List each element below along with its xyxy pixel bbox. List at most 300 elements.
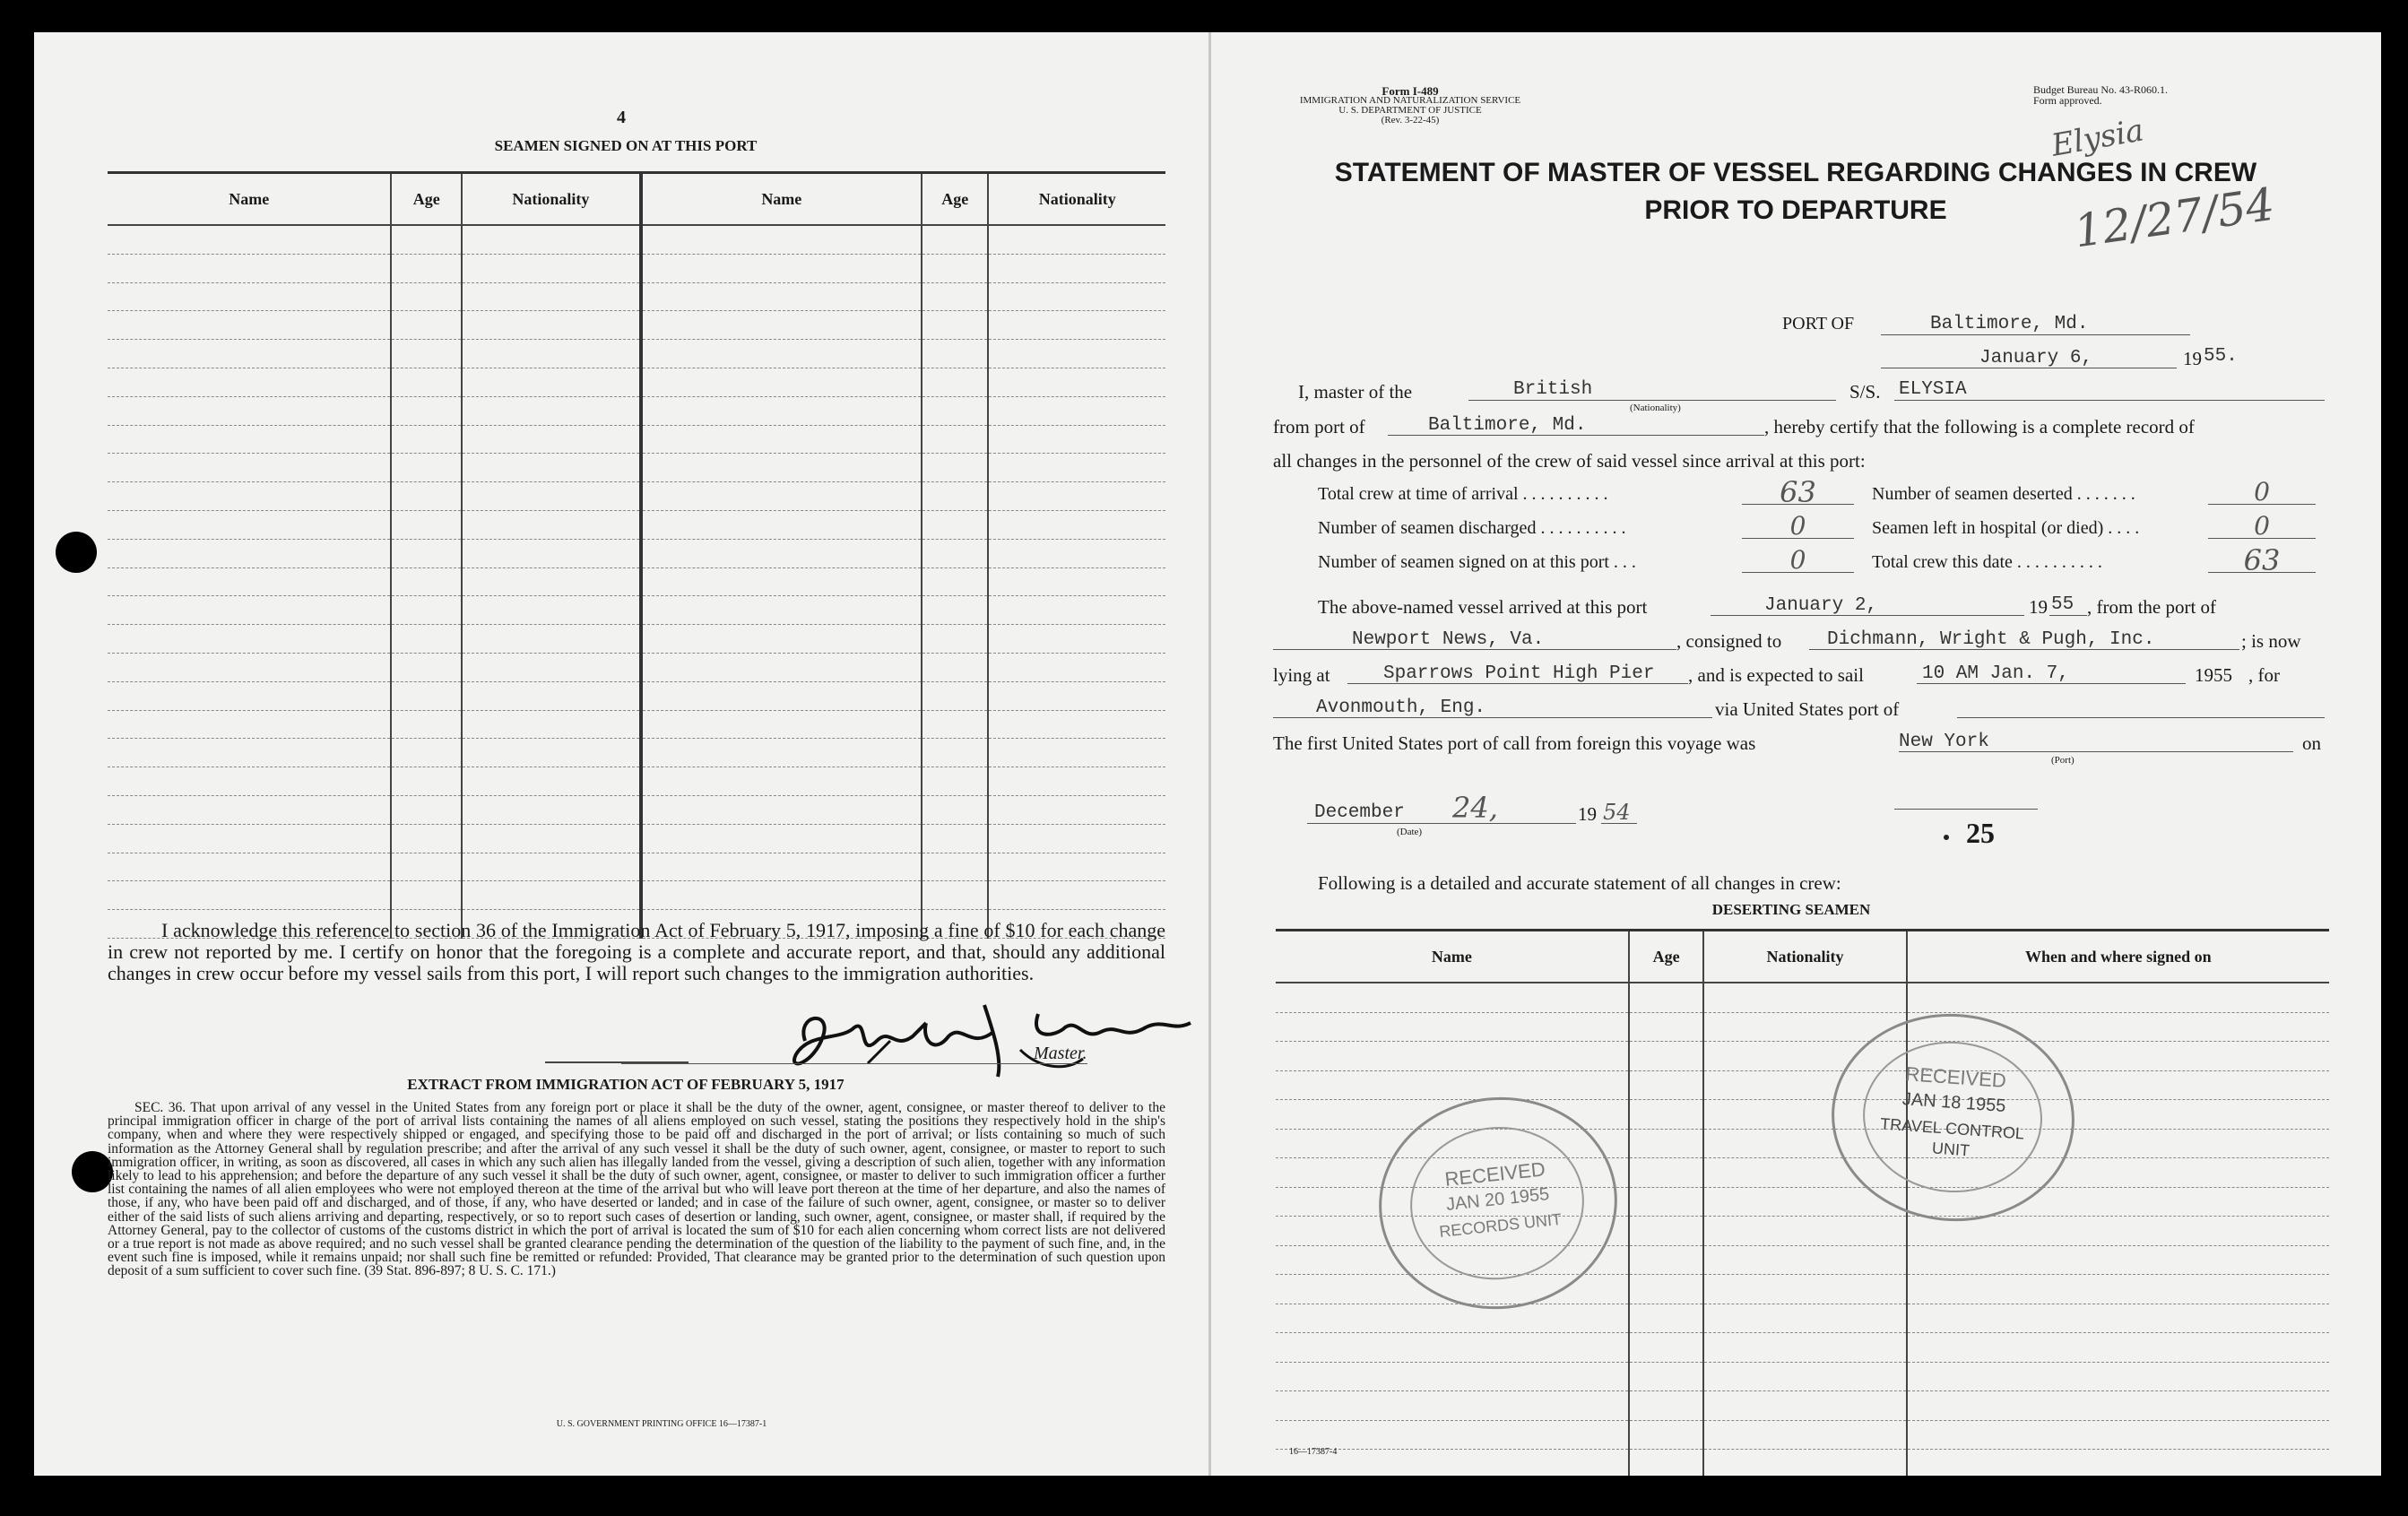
table-cell — [1629, 1275, 1704, 1304]
table-cell — [641, 311, 922, 340]
stamp1-line3: RECORDS UNIT — [1438, 1209, 1563, 1241]
table-cell — [391, 625, 462, 654]
table-row — [108, 795, 1165, 824]
table-cell — [391, 340, 462, 368]
table-cell — [641, 596, 922, 625]
column-header-name-2: Name — [641, 173, 922, 226]
table-cell — [462, 795, 641, 824]
table-cell — [988, 710, 1165, 739]
from-port-value: Baltimore, Md. — [1428, 415, 1587, 436]
punch-hole-upper — [56, 532, 97, 573]
table-cell — [988, 425, 1165, 454]
stat-deserted-label: Number of seamen deserted . . . . . . . — [1872, 484, 2135, 504]
consigned-label: , consigned to — [1676, 630, 1782, 652]
table-cell — [1276, 1333, 1629, 1363]
table-cell — [1629, 1391, 1704, 1421]
certify-text: , hereby certify that the following is a complete record of — [1764, 416, 2195, 437]
table-cell — [391, 225, 462, 254]
seamen-signed-on-table — [108, 171, 1165, 939]
master-signature-line — [621, 1063, 1087, 1064]
form-approved: Form approved. — [2033, 94, 2102, 107]
table-cell — [641, 482, 922, 511]
destination-value: Avonmouth, Eng. — [1316, 697, 1486, 718]
nationality-value: British — [1513, 379, 1593, 400]
page-divider — [1208, 32, 1211, 1476]
table-cell — [108, 425, 391, 454]
agency-line-1: IMMIGRATION AND NATURALIZATION SERVICE — [1299, 95, 1521, 106]
table-cell — [108, 539, 391, 567]
first-year-prefix: 19 — [1578, 803, 1597, 825]
form-header-block — [1276, 86, 1545, 126]
column-header-nationality: Nationality — [462, 173, 641, 226]
expected-label: , and is expected to sail — [1688, 664, 1864, 686]
lying-at-label: lying at — [1273, 664, 1330, 686]
table-row — [108, 368, 1165, 396]
stat-hospital-value: 0 — [2254, 511, 2270, 541]
table-cell — [1703, 1333, 1906, 1363]
budget-bureau-block — [2033, 84, 2168, 106]
table-cell — [108, 368, 391, 396]
table-cell — [462, 881, 641, 910]
column-header-name: Name — [108, 173, 391, 226]
table-cell — [1276, 1420, 1629, 1450]
arrived-year-prefix: 19 — [2029, 596, 2048, 618]
table-row — [108, 482, 1165, 511]
table-cell — [108, 767, 391, 796]
on-label: on — [2302, 732, 2321, 754]
table-cell — [641, 853, 922, 881]
table-cell — [641, 710, 922, 739]
table-cell — [1703, 983, 1906, 1012]
stamp2-line3: TRAVEL CONTROL — [1879, 1114, 2025, 1143]
table-cell — [1629, 1070, 1704, 1100]
stat-total-crew-arrival-value: 63 — [1780, 475, 1816, 509]
table-cell — [922, 311, 988, 340]
table-cell — [391, 824, 462, 853]
arrived-label: The above-named vessel arrived at this port — [1318, 596, 1648, 618]
first-date-day: 24, — [1452, 791, 1498, 825]
table-cell — [1703, 1217, 1906, 1246]
table-cell — [391, 739, 462, 767]
via-label: via United States port of — [1715, 698, 1900, 720]
master-label: Master. — [1034, 1044, 1087, 1063]
table-cell — [108, 282, 391, 311]
vessel-name: ELYSIA — [1899, 379, 1967, 400]
table-cell — [641, 254, 922, 282]
table-cell — [641, 340, 922, 368]
table-row — [108, 396, 1165, 425]
table-cell — [922, 454, 988, 482]
table-cell — [391, 368, 462, 396]
for-label: , for — [2248, 664, 2280, 686]
table-row — [108, 653, 1165, 681]
table-cell — [922, 368, 988, 396]
form-title-line-2: PRIOR TO DEPARTURE — [1644, 195, 1947, 225]
table-cell — [462, 454, 641, 482]
table-row — [108, 881, 1165, 910]
table-cell — [108, 824, 391, 853]
stamp2-line4: UNIT — [1931, 1139, 1971, 1160]
table-row — [1276, 983, 2329, 1012]
table-cell — [391, 596, 462, 625]
revision: (Rev. 3-22-45) — [1381, 115, 1440, 126]
table-cell — [641, 881, 922, 910]
table-row — [1276, 1450, 2329, 1477]
table-cell — [1703, 1391, 1906, 1421]
table-cell — [1629, 1245, 1704, 1275]
table-cell — [922, 482, 988, 511]
table-cell — [1629, 1333, 1704, 1363]
table-cell — [988, 254, 1165, 282]
table-cell — [108, 225, 391, 254]
table-cell — [641, 795, 922, 824]
first-port-value: New York — [1899, 732, 1989, 752]
form-title-line-1: STATEMENT OF MASTER OF VESSEL REGARDING CHANGES IN CREW — [1334, 158, 2257, 187]
vessel-line — [1894, 400, 2325, 401]
table-cell — [1629, 1217, 1704, 1246]
table-cell — [391, 396, 462, 425]
expected-year: 1955 — [2195, 664, 2232, 686]
table-cell — [462, 396, 641, 425]
table-cell — [462, 596, 641, 625]
arrived-year: 55 — [2051, 594, 2075, 615]
table-cell — [1703, 1362, 1906, 1391]
table-cell — [988, 881, 1165, 910]
table-cell — [1276, 1070, 1629, 1100]
table-cell — [641, 425, 922, 454]
table-cell — [988, 767, 1165, 796]
table-cell — [988, 311, 1165, 340]
table-cell — [108, 653, 391, 681]
table-cell — [462, 368, 641, 396]
table-cell — [988, 539, 1165, 567]
table-cell — [108, 396, 391, 425]
table-cell — [462, 340, 641, 368]
table-cell — [1907, 1333, 2329, 1363]
table-cell — [462, 567, 641, 596]
table-cell — [922, 596, 988, 625]
table-cell — [108, 454, 391, 482]
from-the-port-label: , from the port of — [2087, 596, 2217, 618]
table-cell — [391, 282, 462, 311]
table-cell — [641, 681, 922, 710]
table-cell — [641, 739, 922, 767]
table-cell — [922, 824, 988, 853]
table-row — [108, 567, 1165, 596]
port-of-value: Baltimore, Md. — [1930, 314, 2089, 334]
port-of-line — [1881, 334, 2190, 335]
table-cell — [391, 482, 462, 511]
table-row — [1276, 1391, 2329, 1421]
table-cell — [641, 653, 922, 681]
table-cell — [108, 625, 391, 654]
handwritten-date: 12/27/54 — [2071, 178, 2278, 258]
table-cell — [108, 311, 391, 340]
table-row — [108, 625, 1165, 654]
table-row — [108, 282, 1165, 311]
table-cell — [108, 681, 391, 710]
table-cell — [391, 454, 462, 482]
stamp2-line2: JAN 18 1955 — [1901, 1089, 2007, 1117]
table-cell — [988, 454, 1165, 482]
master-of-label: I, master of the — [1298, 381, 1413, 403]
table-row — [108, 853, 1165, 881]
table-cell — [1907, 1304, 2329, 1333]
table-cell — [1703, 1450, 1906, 1477]
table-cell — [108, 567, 391, 596]
table-cell — [988, 596, 1165, 625]
stamp1-line2: JAN 20 1955 — [1444, 1184, 1551, 1216]
table-cell — [922, 425, 988, 454]
table-cell — [391, 311, 462, 340]
stat-hospital-label: Seamen left in hospital (or died) . . . . — [1872, 518, 2140, 538]
table-row — [108, 254, 1165, 282]
table-row — [1276, 1362, 2329, 1391]
table-cell — [1276, 1304, 1629, 1333]
table-cell — [922, 739, 988, 767]
deserting-seamen-title: DESERTING SEAMEN — [1711, 901, 1871, 918]
table-row — [108, 739, 1165, 767]
extract-text: SEC. 36. That upon arrival of any vessel in the United States from any foreign port or place it shall be the duty of the owner, agent, consignee, or master thereof to deliver to the principal immigration officer in charge of the port of arrival lists containing the names of all aliens employed on such vessel, stating the positions they respectively hold in the ship's company, when and where they were respectively shipped or engaged, and specifying those to be paid off and discharged in the port of arrival; or lists containing so much of such information as the Attorney General shall by regulation prescribe; and after the arrival of any such vessel it shall be the duty of such owner, agent, consignee, or master to report to such immigration officer, in writing, as soon as discovered, all cases in which any such alien has illegally landed from the vessel, giving a description of such alien, together with any information likely to lead to his apprehension; and before the departure of any such vessel it shall be the duty of such owner, agent, consignee, or master to deliver to such immigration officer a further list containing the names of all alien employees who were not employed thereon at the time of the arrival but who will leave port thereon at the time of her departure, and also the names of those, if any, who have been paid off and discharged, and of those, if any, who have deserted or landed; and in case of the failure of such owner, agent, consignee, or master so to deliver either of the said lists of such aliens arriving and departing, respectively, or so to report such cases of desertion or landing, such owner, agent, consignee, or master shall, if required by the Attorney General, pay to the collector of customs of the customs district in which the port of arrival is located the sum of $10 for each alien concerning whom correct lists are not delivered or a true report is not made as above required; and no such vessel shall be granted clearance pending the determination of the question of the liability to the payment of such fine, and, in the event such fine is imposed, while it remains unpaid; nor shall such fine be remitted or refunded: Provided, That clearance may be granted prior to the determination of such question upon deposit of a sum sufficient to cover such fine. (39 Stat. 896-897; 8 U. S. C. 171.) — [108, 1100, 1165, 1279]
table-cell — [922, 396, 988, 425]
table-cell — [988, 510, 1165, 539]
dot-mark — [1944, 835, 1949, 840]
table-row — [108, 710, 1165, 739]
table-row — [1276, 1070, 2329, 1100]
table-cell — [922, 225, 988, 254]
table-row — [108, 340, 1165, 368]
first-date-value: December — [1314, 802, 1405, 823]
table-row — [108, 225, 1165, 254]
arrived-value: January 2, — [1764, 595, 1878, 616]
table-cell — [1703, 1420, 1906, 1450]
table-cell — [1276, 1391, 1629, 1421]
first-port-label: The first United States port of call from foreign this voyage was — [1273, 732, 1756, 754]
table-cell — [1907, 1362, 2329, 1391]
table-cell — [641, 539, 922, 567]
deserting-column-nationality: Nationality — [1703, 931, 1906, 983]
deserting-column-signed-on: When and where signed on — [1907, 931, 2329, 983]
table-cell — [988, 739, 1165, 767]
table-cell — [108, 881, 391, 910]
handwritten-vessel-name: Elysia — [2049, 112, 2147, 164]
table-row — [108, 311, 1165, 340]
table-cell — [988, 681, 1165, 710]
via-line — [1957, 717, 2325, 718]
table-cell — [391, 539, 462, 567]
form-number: Form I-489 — [1382, 84, 1439, 98]
table-cell — [1629, 1420, 1704, 1450]
table-cell — [391, 881, 462, 910]
table-cell — [462, 710, 641, 739]
vessel-prefix: S/S. — [1849, 381, 1881, 403]
from-port-label: from port of — [1273, 416, 1365, 437]
seamen-signed-on-title: SEAMEN SIGNED ON AT THIS PORT — [494, 137, 758, 154]
table-cell — [922, 340, 988, 368]
stamp2-line1: RECEIVED — [1904, 1062, 2007, 1093]
table-row — [1276, 1333, 2329, 1363]
table-row — [108, 425, 1165, 454]
nationality-line — [1468, 400, 1836, 401]
table-cell — [922, 510, 988, 539]
left-printer-line: U. S. GOVERNMENT PRINTING OFFICE 16—17387-1 — [556, 1419, 767, 1429]
table-row — [108, 539, 1165, 567]
stat-total-crew-date-value: 63 — [2243, 543, 2281, 577]
table-row — [108, 510, 1165, 539]
table-cell — [641, 824, 922, 853]
extract-title: EXTRACT FROM IMMIGRATION ACT OF FEBRUARY 5, 1917 — [407, 1076, 845, 1093]
table-row — [1276, 1304, 2329, 1333]
table-cell — [1907, 1450, 2329, 1477]
table-cell — [922, 282, 988, 311]
table-cell — [462, 254, 641, 282]
table-cell — [641, 567, 922, 596]
first-year: 54 — [1603, 800, 1631, 825]
table-cell — [462, 853, 641, 881]
date-value: January 6, — [1979, 348, 2093, 368]
table-cell — [1629, 1362, 1704, 1391]
table-cell — [1907, 1391, 2329, 1421]
table-cell — [1276, 1362, 1629, 1391]
table-cell — [462, 767, 641, 796]
arrived-year-line — [2049, 615, 2087, 616]
table-cell — [922, 567, 988, 596]
table-cell — [922, 881, 988, 910]
table-cell — [391, 510, 462, 539]
extract-divider — [545, 1061, 689, 1063]
table-cell — [462, 282, 641, 311]
following-text: Following is a detailed and accurate statement of all changes in crew: — [1318, 872, 1841, 894]
table-cell — [922, 539, 988, 567]
table-cell — [641, 396, 922, 425]
date-year: 55. — [2204, 346, 2238, 367]
table-cell — [1629, 1100, 1704, 1130]
table-cell — [988, 340, 1165, 368]
certify-text-2: all changes in the personnel of the crew of said vessel since arrival at this port: — [1273, 450, 1866, 472]
table-cell — [462, 539, 641, 567]
table-cell — [988, 625, 1165, 654]
table-row — [1276, 1420, 2329, 1450]
document-sheet — [34, 32, 2381, 1476]
table-cell — [462, 425, 641, 454]
table-row — [108, 454, 1165, 482]
table-cell — [922, 767, 988, 796]
table-cell — [641, 282, 922, 311]
table-cell — [1907, 1275, 2329, 1304]
sheet-number: 25 — [1966, 817, 1995, 849]
table-cell — [108, 340, 391, 368]
table-row — [1276, 1012, 2329, 1042]
table-cell — [1703, 1304, 1906, 1333]
table-cell — [108, 853, 391, 881]
table-cell — [391, 425, 462, 454]
table-cell — [988, 396, 1165, 425]
stat-signed-on-value: 0 — [1789, 545, 1806, 575]
stat-signed-on-label: Number of seamen signed on at this port . . . — [1318, 552, 1636, 572]
column-header-age-2: Age — [922, 173, 988, 226]
table-cell — [1276, 1012, 1629, 1042]
table-cell — [1629, 983, 1704, 1012]
table-cell — [108, 739, 391, 767]
expected-value: 10 AM Jan. 7, — [1922, 663, 2069, 684]
table-cell — [462, 625, 641, 654]
table-cell — [391, 767, 462, 796]
table-cell — [108, 795, 391, 824]
table-cell — [1907, 1245, 2329, 1275]
budget-bureau-number: Budget Bureau No. 43-R060.1. — [2033, 83, 2168, 96]
table-cell — [1629, 1129, 1704, 1158]
table-cell — [922, 653, 988, 681]
consigned-value: Dichmann, Wright & Pugh, Inc. — [1827, 629, 2155, 650]
stamp1-line1: RECEIVED — [1443, 1157, 1546, 1191]
table-row — [108, 767, 1165, 796]
table-row — [1276, 1042, 2329, 1071]
table-cell — [988, 567, 1165, 596]
stat-total-crew-arrival-label: Total crew at time of arrival . . . . . . . . . . — [1318, 484, 1608, 504]
table-cell — [988, 225, 1165, 254]
table-cell — [641, 368, 922, 396]
table-cell — [462, 653, 641, 681]
table-row — [108, 681, 1165, 710]
table-cell — [1629, 1187, 1704, 1217]
table-cell — [922, 625, 988, 654]
table-row — [108, 824, 1165, 853]
column-header-age: Age — [391, 173, 462, 226]
table-cell — [1629, 1158, 1704, 1188]
from-the-port-value: Newport News, Va. — [1352, 629, 1545, 650]
table-cell — [922, 254, 988, 282]
lying-at-value: Sparrows Point High Pier — [1383, 663, 1655, 684]
table-cell — [922, 795, 988, 824]
table-cell — [641, 625, 922, 654]
table-cell — [108, 482, 391, 511]
table-row — [108, 596, 1165, 625]
table-cell — [641, 454, 922, 482]
first-year-line — [1601, 823, 1637, 824]
stat-total-crew-date-label: Total crew this date . . . . . . . . . . — [1872, 552, 2102, 572]
table-cell — [462, 482, 641, 511]
table-cell — [391, 710, 462, 739]
table-cell — [1907, 983, 2329, 1012]
table-cell — [108, 596, 391, 625]
acknowledgment-text: I acknowledge this reference to section 36 of the Immigration Act of February 5, 1917, imposing a fine of $10 for each change in crew not reported by me. I certify on honor that the foregoing is a complete and accurate report, and that, should any additional changes in crew occur before my vessel sails from this port, I will report such changes to the immigration authorities. — [108, 919, 1165, 984]
table-cell — [391, 795, 462, 824]
column-header-nationality-2: Nationality — [988, 173, 1165, 226]
first-date-line — [1307, 823, 1576, 824]
table-cell — [462, 311, 641, 340]
stat-discharged-label: Number of seamen discharged . . . . . . . . . . — [1318, 518, 1626, 538]
stat-deserted-value: 0 — [2254, 477, 2270, 507]
table-cell — [988, 653, 1165, 681]
right-printer-line: 16—17387-4 — [1289, 1447, 1338, 1457]
page-number: 4 — [617, 108, 626, 127]
table-cell — [1703, 1245, 1906, 1275]
agency-line-2: U. S. DEPARTMENT OF JUSTICE — [1338, 105, 1482, 116]
table-cell — [988, 853, 1165, 881]
table-cell — [1629, 1012, 1704, 1042]
port-caption: (Port) — [2051, 755, 2075, 766]
table-cell — [391, 653, 462, 681]
table-cell — [391, 681, 462, 710]
table-cell — [391, 567, 462, 596]
stat-discharged-value: 0 — [1789, 511, 1806, 541]
table-header-row — [108, 173, 1165, 226]
table-cell — [462, 739, 641, 767]
table-cell — [988, 795, 1165, 824]
table-cell — [1629, 1304, 1704, 1333]
table-cell — [462, 681, 641, 710]
table-cell — [108, 710, 391, 739]
